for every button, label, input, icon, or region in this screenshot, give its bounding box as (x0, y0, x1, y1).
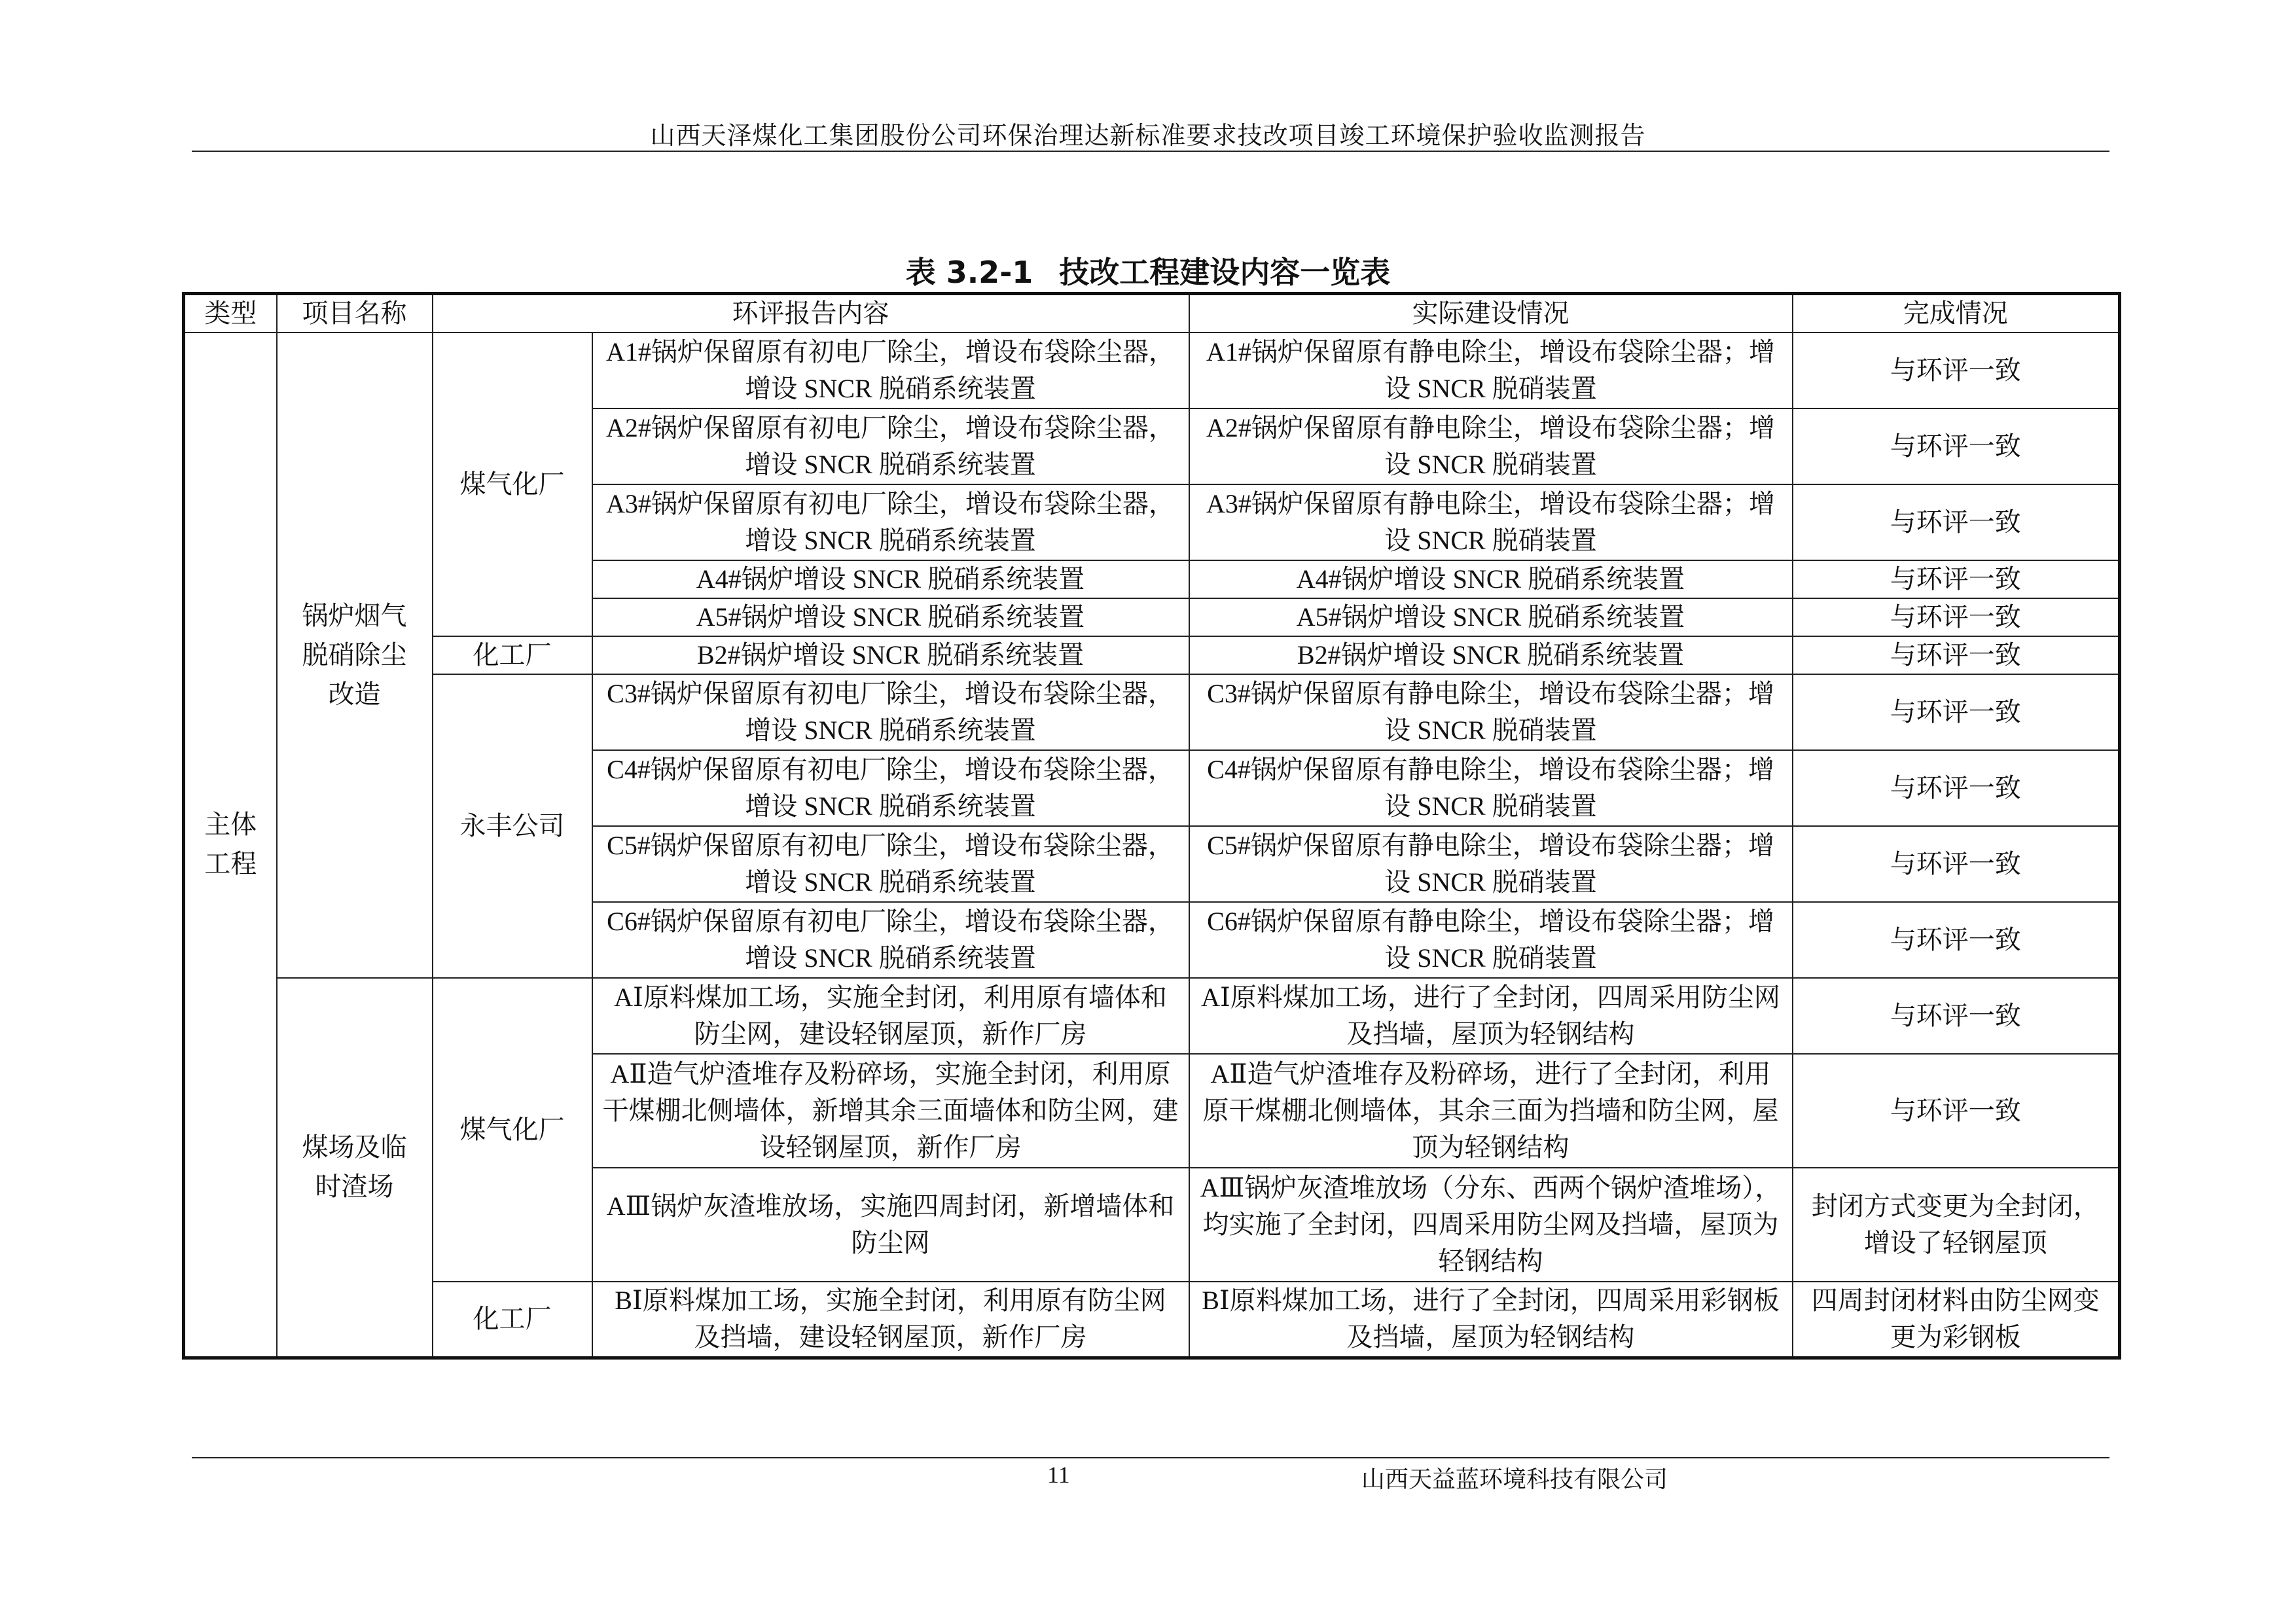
actual-construction-cell: C3#锅炉保留原有静电除尘，增设布袋除尘器；增设 SNCR 脱硝装置 (1189, 674, 1793, 750)
actual-construction-cell: A4#锅炉增设 SNCR 脱硝系统装置 (1189, 560, 1793, 598)
eia-content-cell: C3#锅炉保留原有初电厂除尘，增设布袋除尘器，增设 SNCR 脱硝系统装置 (592, 674, 1189, 750)
completion-status-cell: 与环评一致 (1793, 1054, 2120, 1168)
eia-content-cell: AⅠ原料煤加工场，实施全封闭，利用原有墙体和防尘网，建设轻钢屋顶，新作厂房 (592, 978, 1189, 1054)
completion-status-cell: 与环评一致 (1793, 333, 2120, 408)
actual-construction-cell: BⅠ原料煤加工场，进行了全封闭，四周采用彩钢板及挡墙，屋顶为轻钢结构 (1189, 1282, 1793, 1358)
plant-name-cell: 煤气化厂 (433, 333, 592, 636)
header-eia-content: 环评报告内容 (433, 294, 1189, 333)
construction-content-table (182, 292, 2121, 1360)
plant-name-cell: 化工厂 (433, 1282, 592, 1358)
table-row (184, 1282, 2120, 1358)
eia-content-cell: C5#锅炉保留原有初电厂除尘，增设布袋除尘器，增设 SNCR 脱硝系统装置 (592, 826, 1189, 902)
completion-status-cell: 与环评一致 (1793, 560, 2120, 598)
header-actual-construction: 实际建设情况 (1189, 294, 1793, 333)
completion-status-cell: 与环评一致 (1793, 674, 2120, 750)
header-rule (192, 151, 2109, 152)
eia-content-cell: A1#锅炉保留原有初电厂除尘，增设布袋除尘器，增设 SNCR 脱硝系统装置 (592, 333, 1189, 408)
header-project-name: 项目名称 (277, 294, 433, 333)
eia-content-cell: A3#锅炉保留原有初电厂除尘，增设布袋除尘器，增设 SNCR 脱硝系统装置 (592, 484, 1189, 560)
type-cell: 主体工程 (184, 333, 277, 1358)
actual-construction-cell: A1#锅炉保留原有静电除尘，增设布袋除尘器；增设 SNCR 脱硝装置 (1189, 333, 1793, 408)
header-completion-status: 完成情况 (1793, 294, 2120, 333)
eia-content-cell: A2#锅炉保留原有初电厂除尘，增设布袋除尘器，增设 SNCR 脱硝系统装置 (592, 408, 1189, 484)
plant-name-cell: 永丰公司 (433, 674, 592, 978)
completion-status-cell: 与环评一致 (1793, 636, 2120, 674)
completion-status-cell: 与环评一致 (1793, 978, 2120, 1054)
completion-status-cell: 与环评一致 (1793, 902, 2120, 978)
actual-construction-cell: AⅡ造气炉渣堆存及粉碎场，进行了全封闭，利用原干煤棚北侧墙体，其余三面为挡墙和防尘网，屋顶为轻钢结构 (1189, 1054, 1793, 1168)
eia-content-cell: AⅢ锅炉灰渣堆放场，实施四周封闭，新增墙体和防尘网 (592, 1168, 1189, 1282)
actual-construction-cell: A2#锅炉保留原有静电除尘，增设布袋除尘器；增设 SNCR 脱硝装置 (1189, 408, 1793, 484)
actual-construction-cell: C5#锅炉保留原有静电除尘，增设布袋除尘器；增设 SNCR 脱硝装置 (1189, 826, 1793, 902)
actual-construction-cell: C4#锅炉保留原有静电除尘，增设布袋除尘器；增设 SNCR 脱硝装置 (1189, 750, 1793, 826)
actual-construction-cell: AⅠ原料煤加工场，进行了全封闭，四周采用防尘网及挡墙，屋顶为轻钢结构 (1189, 978, 1793, 1054)
table-row (184, 674, 2120, 750)
table-caption-number: 表 3.2-1 (905, 255, 1033, 290)
completion-status-cell: 与环评一致 (1793, 408, 2120, 484)
actual-construction-cell: B2#锅炉增设 SNCR 脱硝系统装置 (1189, 636, 1793, 674)
actual-construction-cell: A3#锅炉保留原有静电除尘，增设布袋除尘器；增设 SNCR 脱硝装置 (1189, 484, 1793, 560)
footer-rule (192, 1457, 2109, 1458)
eia-content-cell: A5#锅炉增设 SNCR 脱硝系统装置 (592, 598, 1189, 636)
eia-content-cell: B2#锅炉增设 SNCR 脱硝系统装置 (592, 636, 1189, 674)
completion-status-cell: 与环评一致 (1793, 484, 2120, 560)
table-row (184, 636, 2120, 674)
actual-construction-cell: A5#锅炉增设 SNCR 脱硝系统装置 (1189, 598, 1793, 636)
completion-status-cell: 封闭方式变更为全封闭，增设了轻钢屋顶 (1793, 1168, 2120, 1282)
completion-status-cell: 与环评一致 (1793, 750, 2120, 826)
report-header-title: 山西天泽煤化工集团股份公司环保治理达新标准要求技改项目竣工环境保护验收监测报告 (650, 122, 1646, 150)
completion-status-cell: 与环评一致 (1793, 598, 2120, 636)
project-name-cell: 锅炉烟气脱硝除尘改造 (277, 333, 433, 978)
eia-content-cell: AⅡ造气炉渣堆存及粉碎场，实施全封闭，利用原干煤棚北侧墙体，新增其余三面墙体和防尘网，建设轻钢屋顶，新作厂房 (592, 1054, 1189, 1168)
eia-content-cell: C6#锅炉保留原有初电厂除尘，增设布袋除尘器，增设 SNCR 脱硝系统装置 (592, 902, 1189, 978)
table-caption-title: 技改工程建设内容一览表 (1059, 255, 1391, 290)
actual-construction-cell: AⅢ锅炉灰渣堆放场（分东、西两个锅炉渣堆场），均实施了全封闭，四周采用防尘网及挡墙，屋顶为轻钢结构 (1189, 1168, 1793, 1282)
eia-content-cell: A4#锅炉增设 SNCR 脱硝系统装置 (592, 560, 1189, 598)
eia-content-cell: C4#锅炉保留原有初电厂除尘，增设布袋除尘器，增设 SNCR 脱硝系统装置 (592, 750, 1189, 826)
table-row (184, 978, 2120, 1054)
eia-content-cell: BⅠ原料煤加工场，实施全封闭，利用原有防尘网及挡墙，建设轻钢屋顶，新作厂房 (592, 1282, 1189, 1358)
actual-construction-cell: C6#锅炉保留原有静电除尘，增设布袋除尘器；增设 SNCR 脱硝装置 (1189, 902, 1793, 978)
plant-name-cell: 煤气化厂 (433, 978, 592, 1282)
completion-status-cell: 与环评一致 (1793, 826, 2120, 902)
completion-status-cell: 四周封闭材料由防尘网变更为彩钢板 (1793, 1282, 2120, 1358)
table-header-row (184, 294, 2120, 333)
plant-name-cell: 化工厂 (433, 636, 592, 674)
header-type: 类型 (184, 294, 277, 333)
footer-company: 山西天益蓝环境科技有限公司 (1361, 1466, 1668, 1492)
project-name-cell: 煤场及临时渣场 (277, 978, 433, 1358)
table-caption (0, 249, 2296, 292)
page-number: 11 (1047, 1462, 1070, 1488)
table-row (184, 333, 2120, 408)
